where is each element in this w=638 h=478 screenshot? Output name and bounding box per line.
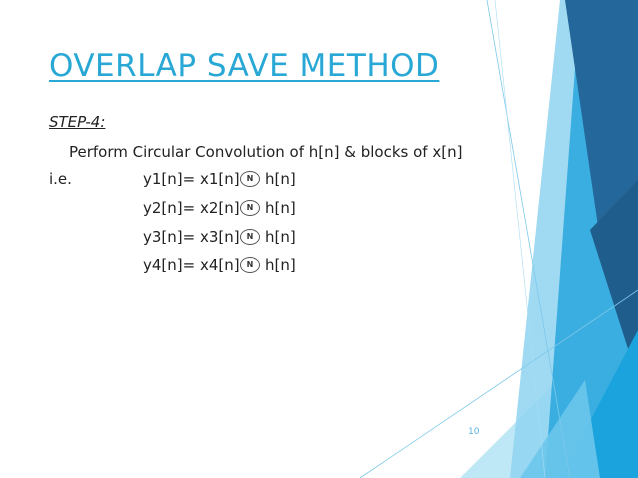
ie-label: i.e. [49, 170, 72, 188]
equation-rhs: h[n] [265, 199, 296, 217]
circular-convolution-icon: N [240, 171, 260, 187]
equation-rhs: h[n] [265, 170, 296, 188]
page-number: 10 [468, 427, 480, 437]
equation-lhs: y3[n]= x3[n] [143, 228, 240, 246]
equation-lhs: y2[n]= x2[n] [143, 199, 240, 217]
circular-convolution-icon: N [240, 229, 260, 245]
step-heading: STEP-4: [49, 113, 106, 131]
intro-text: Perform Circular Convolution of h[n] & blocks of x[n] [69, 143, 463, 161]
equation-rhs: h[n] [265, 228, 296, 246]
equation-lhs: y1[n]= x1[n] [143, 170, 240, 188]
equation-lhs: y4[n]= x4[n] [143, 256, 240, 274]
circular-convolution-icon: N [240, 257, 260, 273]
equation-rhs: h[n] [265, 256, 296, 274]
slide-title: OVERLAP SAVE METHOD [49, 48, 440, 84]
circular-convolution-icon: N [240, 200, 260, 216]
